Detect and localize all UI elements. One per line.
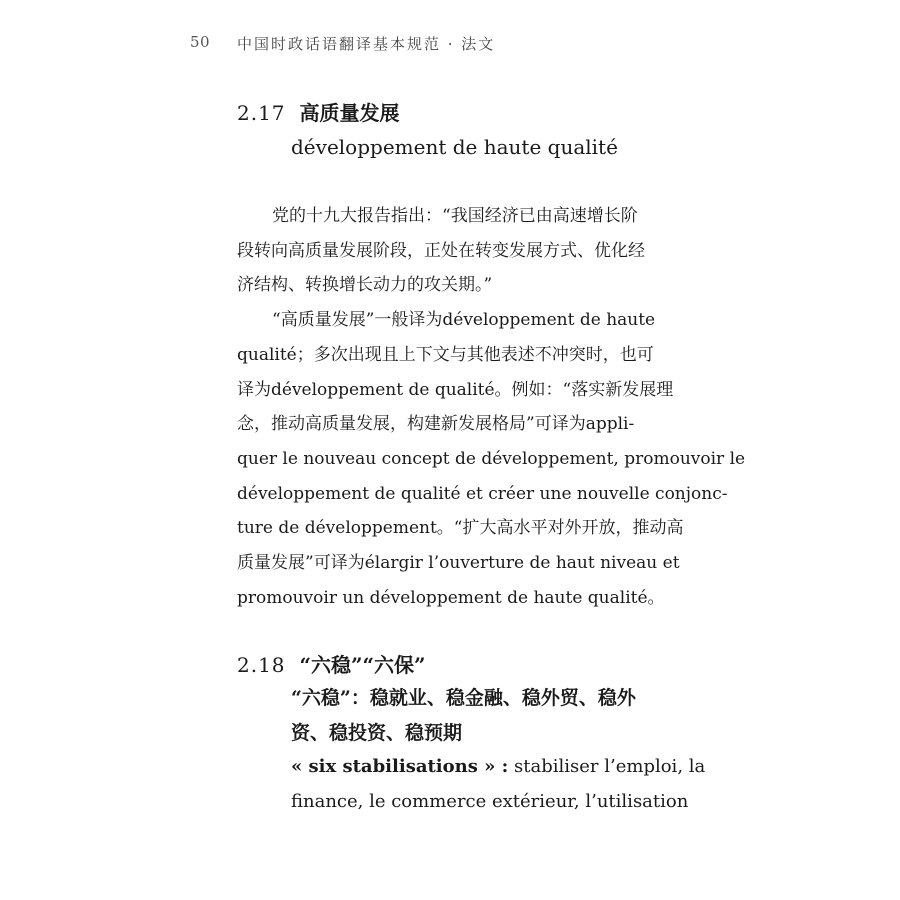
- section-217-heading-block: [237, 99, 669, 161]
- section-218-heading: [237, 651, 669, 679]
- body-line: ture de développement。“扩大高水平对外开放，推动高: [237, 518, 684, 539]
- body-line: “高质量发展”一般译为développement de haute: [272, 310, 656, 331]
- section-218-block: [237, 651, 706, 820]
- page-number: 50: [190, 33, 211, 51]
- body-line: 念，推动高质量发展，构建新发展格局”可译为appli-: [237, 414, 635, 435]
- body-line: développement de qualité et créer une nouvelle conjonc-: [237, 483, 728, 504]
- body-line: promouvoir un développement de haute qualité。: [237, 587, 665, 608]
- french-text: stabiliser l’emploi, la: [508, 756, 706, 778]
- section-217-body: [237, 199, 746, 615]
- french-translation-line: finance, le commerce extérieur, l’utilisation: [291, 791, 689, 813]
- section-217-subtitle: développement de haute qualité: [291, 135, 618, 159]
- body-line: 段转向高质量发展阶段，正处在转变发展方式、优化经: [237, 240, 645, 261]
- sub-term-line: 资、稳投资、稳预期: [291, 721, 463, 744]
- french-translation-line: [291, 750, 706, 785]
- sub-term-line: “六稳”：稳就业、稳金融、稳外贸、稳外: [291, 687, 636, 709]
- body-line: 译为développement de qualité。例如：“落实新发展理: [237, 379, 674, 400]
- running-title: 中国时政话语翻译基本规范 · 法文: [237, 35, 496, 53]
- section-217-heading: [237, 99, 669, 127]
- section-title: “六稳”“六保”: [299, 653, 426, 677]
- body-line: quer le nouveau concept de développement, promouvoir le: [237, 448, 746, 469]
- french-term: « six stabilisations » :: [291, 756, 509, 778]
- body-line: qualité；多次出现且上下文与其他表述不冲突时，也可: [237, 344, 654, 365]
- body-line: 质量发展”可译为élargir l’ouverture de haut niveau et: [237, 553, 680, 574]
- section-number: 2.18: [237, 653, 286, 677]
- section-number: 2.17: [237, 101, 286, 125]
- section-title: 高质量发展: [299, 101, 400, 125]
- page-header: [0, 33, 900, 57]
- body-line: 济结构、转换增长动力的攻关期。”: [237, 275, 493, 296]
- body-line: 党的十九大报告指出：“我国经济已由高速增长阶: [272, 206, 638, 226]
- section-218-subentry: [237, 681, 706, 820]
